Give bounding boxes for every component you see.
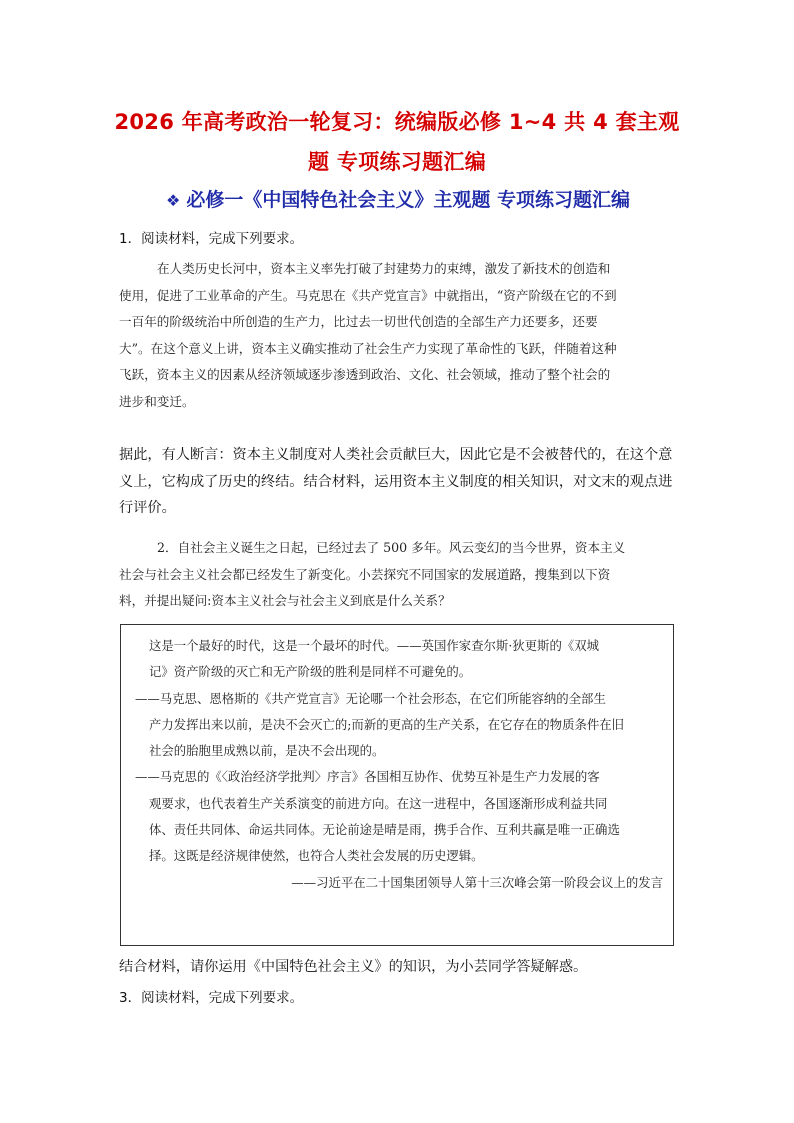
q2-material-text bbox=[135, 633, 663, 896]
q1-material-line: 进步和变迁。 bbox=[119, 393, 195, 409]
quote-line: 产力发挥出来以前，是决不会灭亡的;而新的更高的生产关系，在它存在的物质条件在旧 bbox=[149, 716, 625, 732]
section-heading bbox=[118, 186, 678, 215]
quote-line: 记》资产阶级的灭亡和无产阶级的胜利是同样不可避免的。 bbox=[149, 664, 472, 680]
q1-material-line: 一百年的阶级统治中所创造的生产力，比过去一切世代创造的全部生产力还要多，还要 bbox=[119, 314, 598, 330]
quote-line: 择。这既是经济规律使然，也符合人类社会发展的历史逻辑。 bbox=[149, 848, 484, 864]
title-line-2: 题 专项练习题汇编 bbox=[307, 150, 486, 174]
quote-line: ——马克思的《〈政治经济学批判〉序言》各国相互协作、优势互补是生产力发展的客 bbox=[135, 769, 600, 785]
q1-prompt bbox=[119, 442, 679, 522]
q2-line: 2．自社会主义诞生之日起，已经过去了 500 多年。风云变幻的当今世界，资本主义 bbox=[157, 540, 626, 555]
quote-line: 这是一个最好的时代，这是一个最坏的时代。——英国作家查尔斯·狄更斯的《双城 bbox=[149, 638, 600, 653]
document-title bbox=[110, 102, 684, 182]
q1-prompt-line: 义上，它构成了历史的终结。结合材料，运用资本主义制度的相关知识，对文末的观点进 bbox=[119, 473, 673, 490]
title-line-1: 2026 年高考政治一轮复习：统编版必修 1~4 共 4 套主观 bbox=[114, 110, 680, 134]
q2-line: 料，并提出疑问:资本主义社会与社会主义到底是什么关系？ bbox=[119, 593, 451, 609]
q1-intro: 1．阅读材料，完成下列要求。 bbox=[119, 231, 304, 247]
quote-line: 体、责任共同体、命运共同体。无论前途是晴是雨，携手合作、互利共赢是唯一正确选 bbox=[149, 822, 620, 838]
q3-intro: 3．阅读材料，完成下列要求。 bbox=[119, 990, 304, 1006]
q1-material bbox=[119, 256, 675, 416]
q1-material-line: 大”。在这个意义上讲，资本主义确实推动了社会生产力实现了革命性的飞跃，伴随着这种 bbox=[119, 340, 617, 356]
q1-material-line: 在人类历史长河中，资本主义率先打破了封建势力的束缚，激发了新技术的创造和 bbox=[157, 261, 611, 276]
q2-intro bbox=[119, 535, 679, 615]
quote-attribution: ——习近平在二十国集团领导人第十三次峰会第一阶段会议上的发言 bbox=[291, 874, 663, 890]
q1-prompt-line: 行评价。 bbox=[119, 500, 176, 517]
quote-line: 社会的胎胞里成熟以前，是决不会出现的。 bbox=[149, 743, 385, 759]
q1-prompt-line: 据此，有人断言：资本主义制度对人类社会贡献巨大，因此它是不会被替代的，在这个意 bbox=[119, 447, 673, 463]
quote-line: 观要求，也代表着生产关系演变的前进方向。在这一进程中，各国逐渐形成利益共同 bbox=[149, 795, 608, 811]
quote-line: ——马克思、恩格斯的《共产党宣言》无论哪一个社会形态，在它们所能容纳的全部生 bbox=[135, 690, 606, 706]
q1-material-line: 使用，促进了工业革命的产生。马克思在《共产党宣言》中就指出，“资产阶级在它的不到 bbox=[119, 287, 617, 303]
q2-material-box bbox=[120, 624, 674, 946]
q2-line: 社会与社会主义社会都已经发生了新变化。小芸探究不同国家的发展道路，搜集到以下资 bbox=[119, 566, 611, 582]
section-heading-text: 必修一《中国特色社会主义》主观题 专项练习题汇编 bbox=[186, 189, 630, 211]
diamond-bullet-icon: ❖ bbox=[166, 191, 181, 210]
q1-material-line: 飞跃，资本主义的因素从经济领域逐步渗透到政治、文化、社会领域，推动了整个社会的 bbox=[119, 367, 611, 383]
q2-prompt: 结合材料，请你运用《中国特色社会主义》的知识，为小芸同学答疑解惑。 bbox=[119, 959, 588, 975]
